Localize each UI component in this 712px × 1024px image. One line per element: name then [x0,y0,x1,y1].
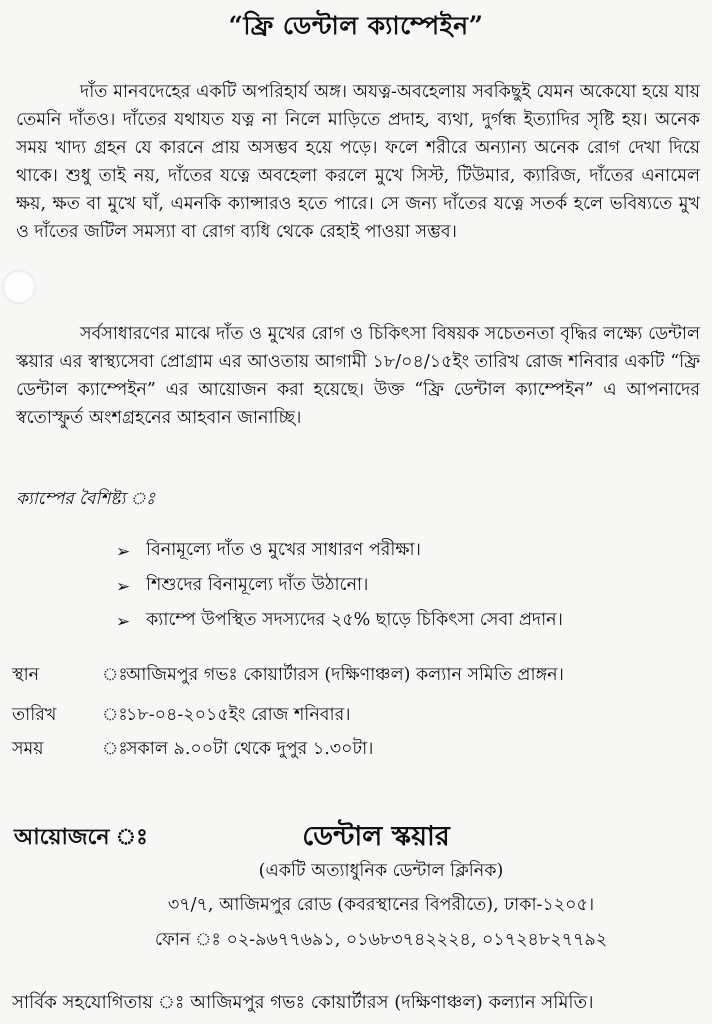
time-label: সময় [12,739,44,759]
intro-paragraph: দাঁত মানবদেহের একটি অপরিহার্য অঙ্গ। অযত্ন-অবহেলায় সবকিছুই যেমন অকেযো হয়ে যায় তেমনি দাঁতও। দাঁতের যথাযত যত্ন না নিলে মাড়িতে প্রদাহ, ব্যথা, দুর্গন্ধ ইত্যাদির সৃষ্টি হয়। অনেক সময় খাদ্য গ্রহন যে কারনে প্রায় অসম্ভব হয়ে পড়ে। ফলে শরীরে অন্যান্য অনেক রোগ দেখা দিয়ে থাকে। শুধু তাই নয়, দাঁতের যত্নে অবহেলা করলে মুখে সিস্ট, টিউমার, ক্যারিজ, দাঁতের এনামেল ক্ষয়, ক্ষত বা মুখে ঘাঁ, এমনকি ক্যান্সারও হতে পারে। সে জন্য দাঁতের যত্নে সতর্ক হলে ভবিষ্যতে মুখ ও দাঁতের জটিল সমস্যা বা রোগ ব্যধি থেকে রেহাই পাওয়া সম্ভব। [16,82,700,242]
feature-text: শিশুদের বিনামূল্যে দাঁত উঠানো। [146,575,369,595]
feature-text: ক্যাম্পে উপস্থিত সদস্যদের ২৫% ছাড়ে চিকিৎসা সেবা প্রদান। [146,610,563,630]
organizer-name: ডেন্টাল স্কয়ার [302,821,450,852]
time-row [12,736,373,765]
date-value: ১৮-০৪-২০১৫ইং রোজ শনিবার। [126,705,351,725]
features-list [116,534,563,639]
separator: ঃ [102,739,128,759]
announcement-paragraph: সর্বসাধারণের মাঝে দাঁত ও মুখের রোগ ও চিকিৎসা বিষয়ক সচেতনতা বৃদ্ধির লক্ষ্যে ডেন্টাল স্কয়ার এর স্বাস্থ্যসেবা প্রোগ্রাম এর আওতায় আগামী ১৮/০৪/১৫ইং তারিখ রোজ শনিবার একটি “ফ্রি ডেন্টাল ক্যাম্পেইন” এর আয়োজন করা হয়েছে। উক্ত “ফ্রি ডেন্টাল ক্যাম্পেইন” এ আপনাদের স্বতোস্ফুর্ত অংশগ্রহনের আহবান জানাচ্ছি। [16,324,700,428]
date-row [12,702,350,731]
separator: ঃ [102,705,128,725]
features-heading: ক্যাম্পের বৈশিষ্ট্য ঃ [16,489,156,509]
time-value: সকাল ৯.০০টা থেকে দুপুর ১.৩০টা। [126,739,374,759]
list-item [116,534,563,569]
feature-text: বিনামূল্যে দাঁত ও মুখের সাধারণ পরীক্ষা। [146,540,421,560]
arrow-bullet-icon: ➢ [116,576,131,597]
date-label: তারিখ [12,705,57,725]
place-row [12,662,564,691]
list-item [116,569,563,604]
arrow-bullet-icon: ➢ [116,611,131,632]
organizer-label: আয়োজনে ঃ [14,825,148,850]
arrow-bullet-icon: ➢ [116,541,131,562]
organizer-phone: ফোন ঃ ০২-৯৬৭৭৬৯১, ০১৬৮৩৭৪২২২৪, ০১৭২৪৮২৭৭৯২ [154,930,608,950]
separator: ঃ [102,665,128,685]
place-label: স্থান [12,665,40,685]
cooperation-line: সার্বিক সহযোগিতায় ঃ আজিমপুর গভঃ কোয়ার্টারস (দক্ষিণাঞ্চল) কল্যান সমিতি। [12,992,594,1013]
organizer-address: ৩৭/৭, আজিমপুর রোড (কবরস্থানের বিপরীতে), ঢাকা-১২০৫। [167,895,595,915]
place-value: আজিমপুর গভঃ কোয়ার্টারস (দক্ষিণাঞ্চল) কল্যান সমিতি প্রাঙ্গন। [126,665,564,685]
list-item [116,604,563,639]
punch-hole [2,270,36,304]
organizer-subtitle: (একটি অত্যাধুনিক ডেন্টাল ক্লিনিক) [258,861,504,881]
page-title: “ফ্রি ডেন্টাল ক্যাম্পেইন” [228,11,484,40]
